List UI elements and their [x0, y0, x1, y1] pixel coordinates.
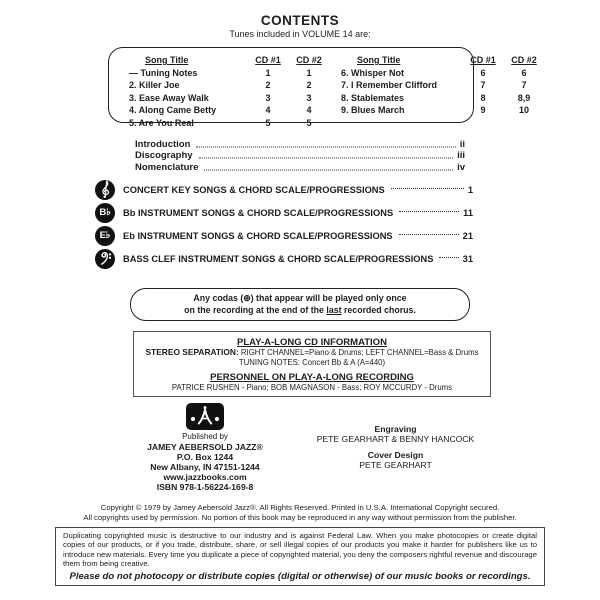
toc-page: iv: [457, 161, 465, 173]
personnel-line: PATRICE RUSHEN - Piano; BOB MAGNASON - Bass; ROY MCCURDY - Drums: [171, 383, 453, 392]
dot-leader: [399, 211, 459, 212]
song-list-box: [108, 47, 537, 128]
stereo-separation-text: RIGHT CHANNEL=Piano & Drums; LEFT CHANNEL=Bass & Drums: [238, 348, 479, 357]
cover-design-name: PETE GEARHART: [359, 460, 432, 470]
bass-clef-icon: [95, 249, 115, 269]
toc-label: Discography: [135, 150, 193, 162]
song-cd1: 5: [265, 117, 271, 128]
toc-row-nomenclature: [135, 161, 465, 172]
cd-info-box: [133, 331, 491, 397]
stereo-separation-label: STEREO SEPARATION:: [145, 347, 239, 357]
cover-design-label: Cover Design: [367, 450, 424, 460]
coda-note-box: [130, 288, 470, 321]
coda-line2-post: recorded chorus.: [341, 304, 416, 315]
publisher-name: JAMEY AEBERSOLD JAZZ®: [147, 441, 263, 452]
publisher-website: www.jazzbooks.com: [163, 471, 247, 482]
song-cd1: 9: [480, 105, 486, 116]
section-page: 1: [467, 184, 473, 195]
section-label: BASS CLEF INSTRUMENT SONGS & CHORD SCALE/PROGRESSIONS: [123, 253, 434, 264]
copyright-line2: All copyrights used by permission. No portion of this book may be reproduced in any way without permission from the publisher.: [83, 513, 517, 522]
publisher-isbn: ISBN 978-1-56224-169-8: [156, 481, 254, 492]
song-title: 4. Along Came Betty: [129, 105, 217, 116]
section-page: 21: [462, 230, 473, 241]
song-title: — Tuning Notes: [129, 67, 198, 78]
song-cd2: 8,9: [517, 92, 531, 103]
song-cd1: 1: [265, 67, 271, 78]
column-header-cd1: CD #1: [470, 55, 496, 65]
engraving-label: Engraving: [374, 424, 417, 434]
published-by-label: Published by: [182, 432, 228, 441]
song-cd2: 4: [306, 105, 312, 116]
coda-line2-underlined: last: [326, 304, 342, 315]
publisher-po-box: P.O. Box 1244: [176, 451, 234, 462]
song-cd2: 3: [306, 92, 312, 103]
e-flat-icon: [95, 226, 115, 246]
song-cd2: 5: [306, 117, 312, 128]
column-header-song-title: Song Title: [145, 55, 189, 65]
column-header-cd1: CD #1: [255, 55, 281, 65]
cd-info-title: PLAY-A-LONG CD INFORMATION: [237, 337, 387, 348]
coda-line2-pre: on the recording at the end of the: [184, 304, 327, 315]
song-title: 2. Killer Joe: [129, 80, 180, 91]
song-cd1: 2: [265, 80, 271, 91]
e-flat-badge: E♭: [99, 229, 111, 241]
warning-body-text: Duplicating copyrighted music is destructive to our industry and is against Federal Law. When you make photocopies or create digital copies of our products, or if you trade, distribute, share, or sell illegal copies of our products you make it harder for publishers like us to introduce new materials. Every time you duplicate a piece of copyrighted material, you deny the composers rightful revenue and discourage them from being creative.: [63, 531, 537, 569]
section-page: 31: [462, 253, 473, 264]
credits-block: [308, 424, 483, 470]
dot-leader: [204, 169, 453, 170]
song-table-right: [341, 54, 545, 122]
toc-row-discography: [135, 150, 465, 161]
personnel-title: PERSONNEL ON PLAY-A-LONG RECORDING: [210, 372, 414, 383]
publisher-city: New Albany, IN 47151-1244: [150, 461, 260, 472]
front-matter-toc: [135, 139, 465, 173]
publisher-block: [120, 403, 290, 492]
page-title: CONTENTS: [260, 13, 340, 28]
column-header-cd2: CD #2: [296, 55, 322, 65]
toc-label: Introduction: [135, 139, 191, 151]
toc-page: iii: [457, 150, 465, 162]
toc-label: Nomenclature: [135, 161, 199, 173]
column-header-cd2: CD #2: [511, 55, 537, 65]
section-label: Eb INSTRUMENT SONGS & CHORD SCALE/PROGRESSIONS: [123, 230, 393, 241]
toc-page: ii: [459, 139, 465, 151]
song-cd1: 4: [265, 105, 271, 116]
toc-row-bass-clef: [95, 247, 473, 270]
coda-note-line1: Any codas (⊕) that appear will be played only once: [193, 293, 407, 303]
toc-row-introduction: [135, 139, 465, 150]
section-label: Bb INSTRUMENT SONGS & CHORD SCALE/PROGRESSIONS: [123, 207, 394, 218]
b-flat-icon: [95, 203, 115, 223]
stereo-separation-line: [134, 348, 490, 358]
jamey-aebersold-ja-logo: [186, 403, 224, 430]
toc-row-eb-instrument: [95, 224, 473, 247]
toc-row-concert-key: [95, 178, 473, 201]
song-title: 6. Whisper Not: [341, 67, 405, 78]
anti-piracy-warning-box: [55, 527, 545, 586]
song-title: 5. Are You Real: [129, 117, 194, 128]
dot-leader: [199, 158, 454, 159]
song-cd2: 2: [306, 80, 312, 91]
treble-clef-icon: [95, 180, 115, 200]
song-title: 3. Ease Away Walk: [129, 92, 209, 103]
section-label: CONCERT KEY SONGS & CHORD SCALE/PROGRESSIONS: [123, 184, 385, 195]
tuning-notes-line: TUNING NOTES: Concert Bb & A (A=440): [238, 357, 386, 367]
toc-row-bb-instrument: [95, 201, 473, 224]
column-header-song-title: Song Title: [357, 55, 401, 65]
song-cd2: 7: [521, 80, 527, 91]
warning-emphasis-text: Please do not photocopy or distribute copies (digital or otherwise) of our music books or recordings.: [69, 570, 531, 582]
song-table-left: [129, 54, 331, 128]
song-cd2: 1: [306, 67, 312, 78]
song-cd1: 3: [265, 92, 271, 103]
engraving-names: PETE GEARHART & BENNY HANCOCK: [316, 434, 475, 444]
song-cd1: 7: [480, 80, 486, 91]
song-title: 8. Stablemates: [341, 92, 405, 103]
song-cd1: 8: [480, 92, 486, 103]
dot-leader: [391, 188, 464, 189]
song-cd1: 6: [480, 67, 486, 78]
page-subtitle: Tunes included in VOLUME 14 are:: [229, 29, 371, 39]
b-flat-badge: B♭: [99, 206, 111, 218]
copyright-line1: Copyright © 1979 by Jamey Aebersold Jazz®. All Rights Reserved. Printed in U.S.A. International Copyright secured.: [100, 503, 500, 512]
dot-leader: [399, 234, 459, 235]
dot-leader: [439, 257, 458, 258]
song-title: 9. Blues March: [341, 105, 405, 116]
song-cd2: 10: [518, 105, 529, 116]
song-cd2: 6: [521, 67, 527, 78]
dot-leader: [196, 147, 455, 148]
section-page: 11: [463, 207, 473, 218]
main-sections-toc: [95, 178, 473, 270]
song-title: 7. I Remember Clifford: [341, 80, 438, 91]
coda-note-line2: [131, 305, 469, 317]
copyright-lines: [0, 503, 600, 523]
